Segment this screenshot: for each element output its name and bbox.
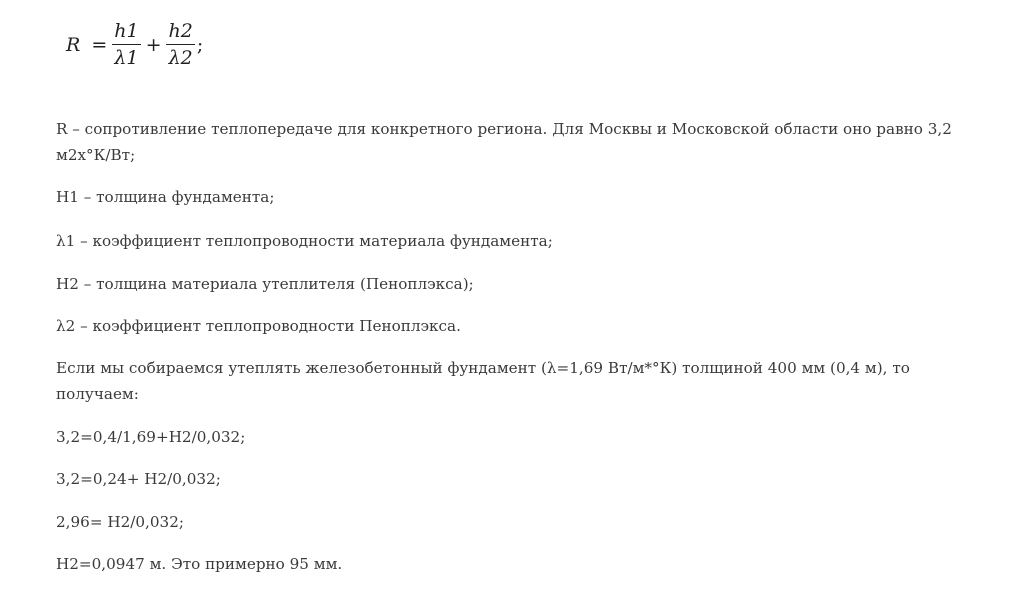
calculation-step-1: 3,2=0,4/1,69+H2/0,032; <box>56 428 246 446</box>
fraction-2-denominator: λ2 <box>168 47 193 69</box>
formula-plus: + <box>145 34 162 56</box>
definition-lambda1: λ1 – коэффициент теплопроводности материала фундамента; <box>56 232 553 250</box>
example-intro: Если мы собираемся утеплять железобетонный фундамент (λ=1,69 Вт/м*°К) толщиной 400 мм (0,4 м), то получаем: <box>56 359 910 403</box>
calculation-result: H2=0,0947 м. Это примерно 95 мм. <box>56 555 343 573</box>
calculation-step-3: 2,96= H2/0,032; <box>56 513 184 531</box>
definition-h1: H1 – толщина фундамента; <box>56 188 275 206</box>
formula-lhs: R <box>66 34 81 56</box>
formula-fraction-2 <box>166 22 194 68</box>
formula-fraction-1 <box>112 22 140 68</box>
definition-h2: H2 – толщина материала утеплителя (Пеноплэкса); <box>56 275 474 293</box>
definition-r: R – сопротивление теплопередаче для конкретного региона. Для Москвы и Московской области оно равно 3,2 м2х°К/Вт; <box>56 120 952 164</box>
thermal-resistance-formula <box>66 22 203 68</box>
calculation-step-2: 3,2=0,24+ H2/0,032; <box>56 470 221 488</box>
fraction-1-numerator: h1 <box>112 22 140 45</box>
formula-semicolon: ; <box>196 34 204 56</box>
fraction-2-numerator: h2 <box>166 22 194 45</box>
definition-lambda2: λ2 – коэффициент теплопроводности Пеноплэкса. <box>56 317 461 335</box>
fraction-1-denominator: λ1 <box>114 47 139 69</box>
formula-equals: = <box>91 34 108 56</box>
